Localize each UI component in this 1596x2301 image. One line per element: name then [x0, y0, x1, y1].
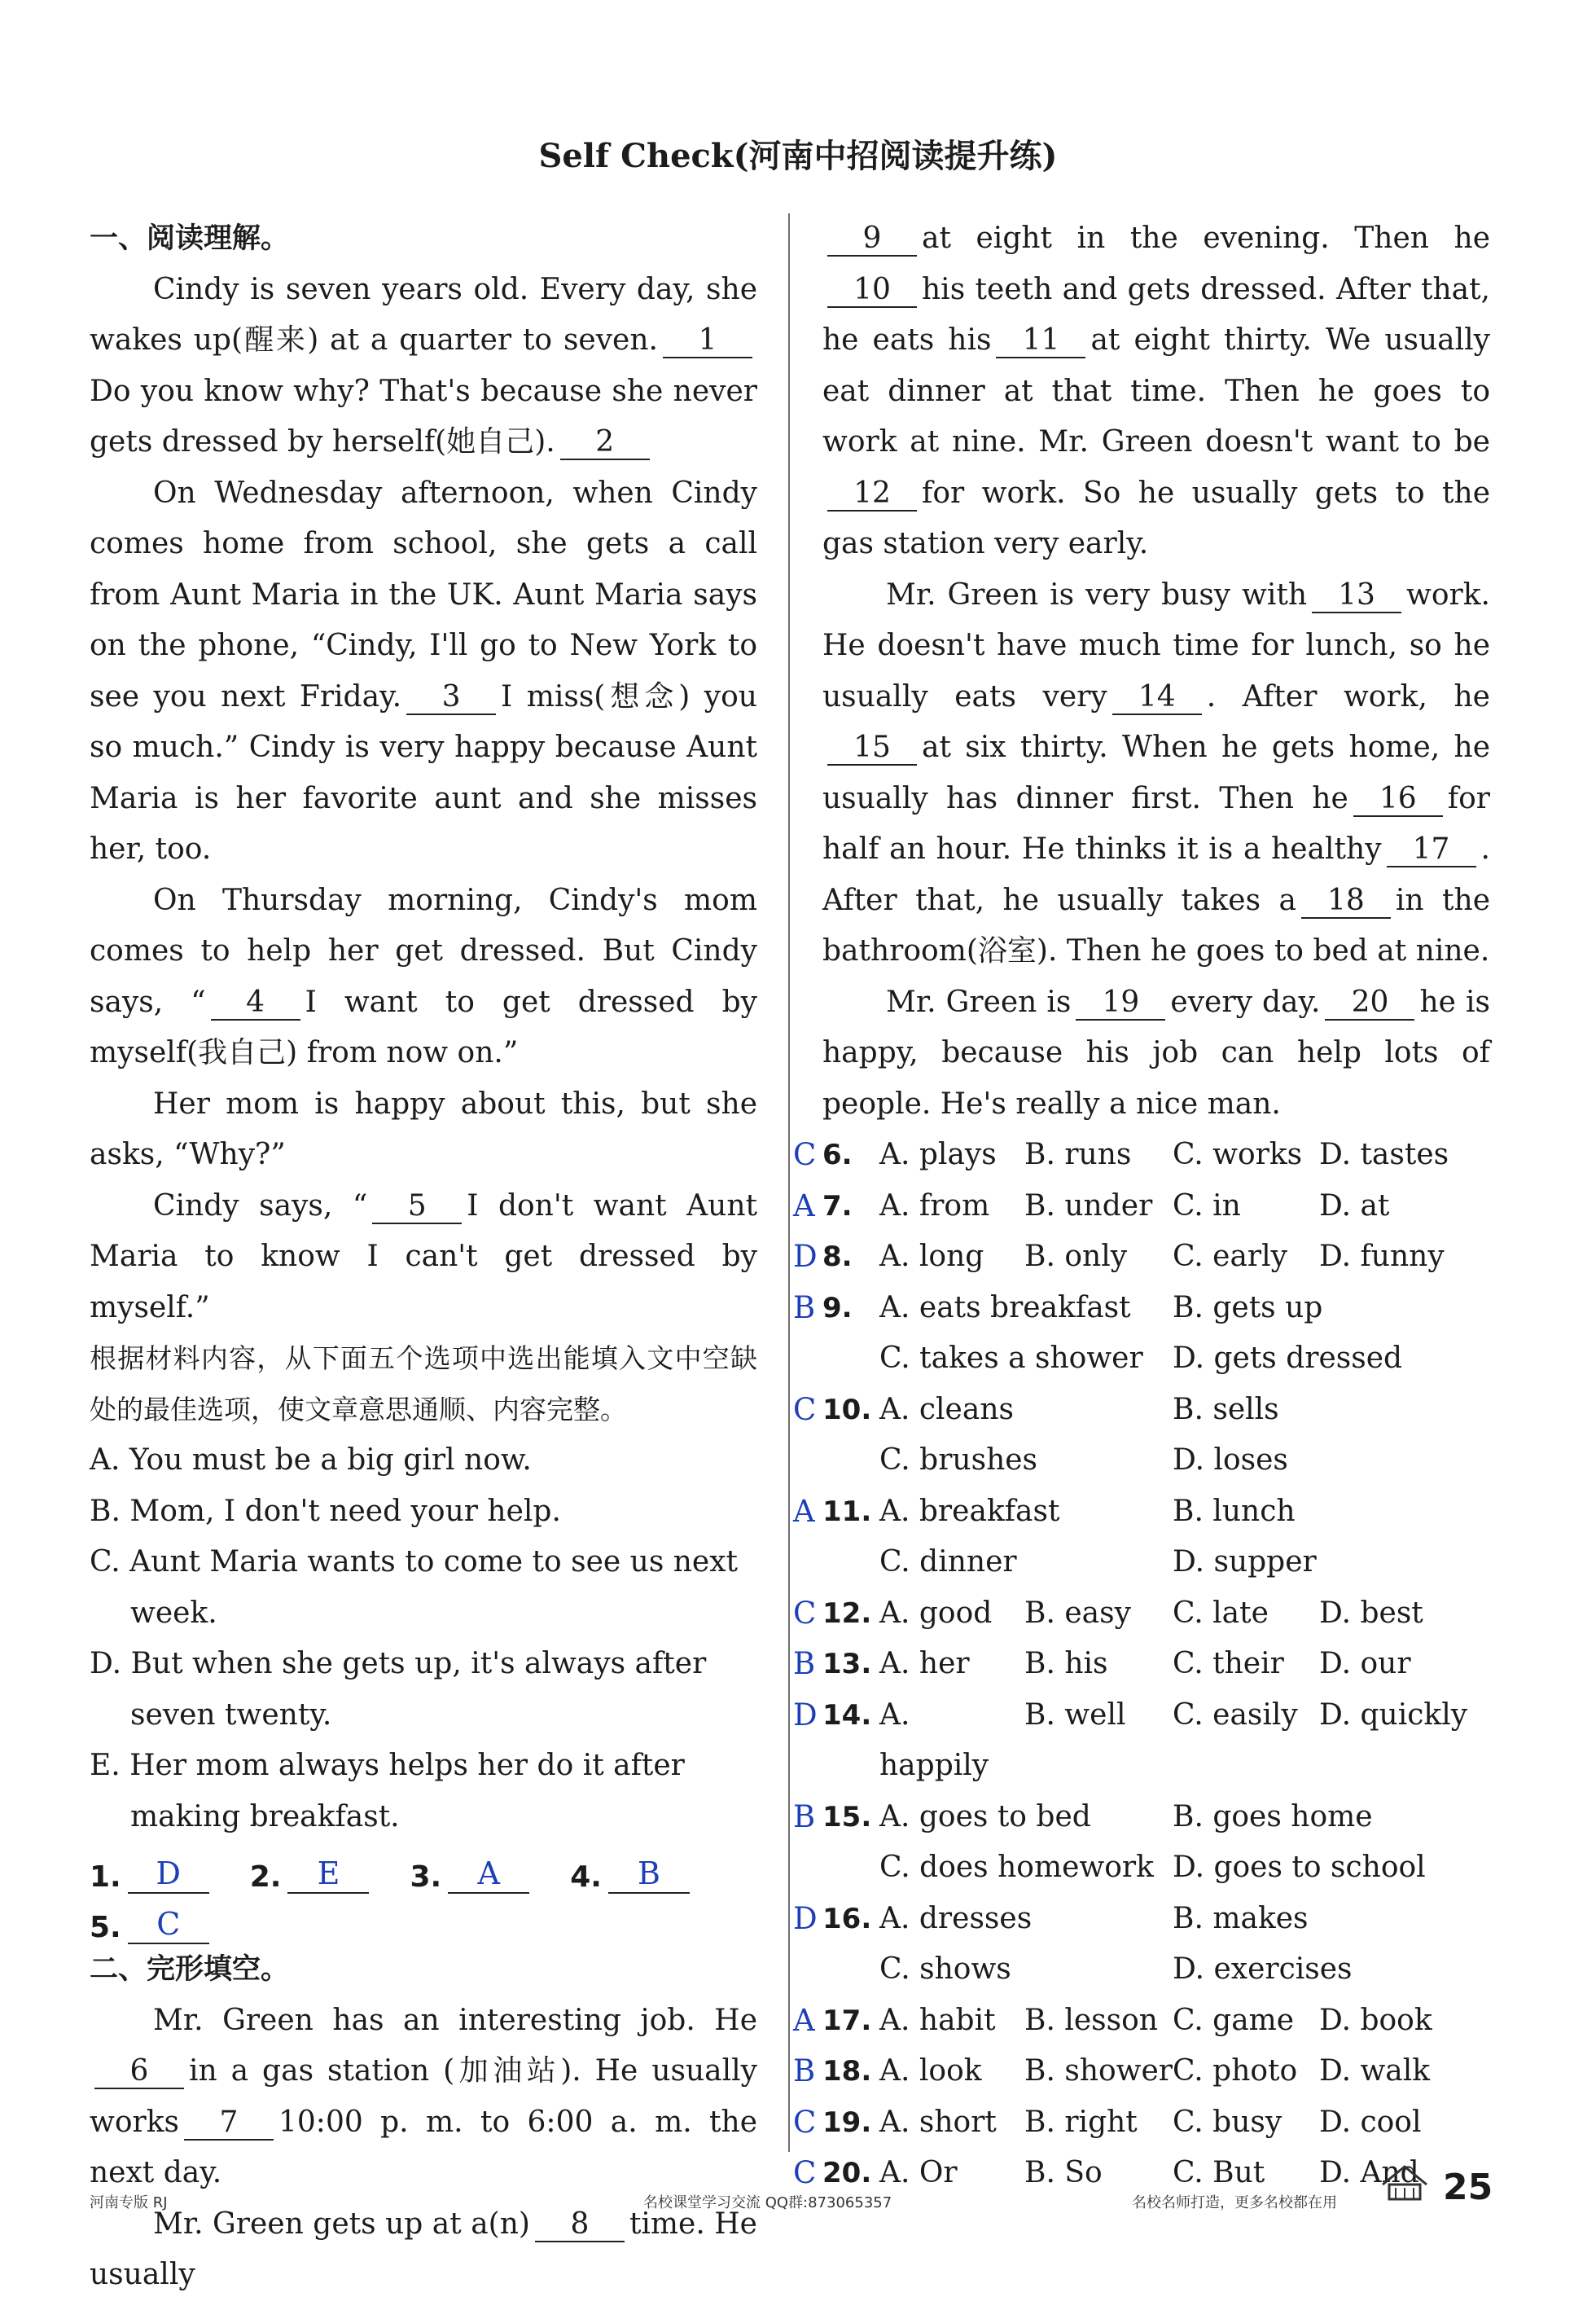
choice-option[interactable]: C. game	[1173, 2003, 1295, 2037]
answer-mark: B	[793, 1798, 816, 1834]
question-number: 19.	[822, 2106, 872, 2139]
blank-6: 6	[94, 2055, 184, 2089]
question-number: 15.	[822, 1800, 872, 1833]
choice-option[interactable]: C. But	[1173, 2156, 1265, 2189]
answer-field-2[interactable]: E	[287, 1855, 369, 1894]
choice-option[interactable]: D. quickly	[1319, 1697, 1468, 1732]
option-b: B. Mom, I don't need your help.	[90, 1494, 561, 1528]
cloze-paragraph-4: Mr. Green is 19 every day. 20 he is happy, because his job can help lots of people. He's really a nice man.	[822, 985, 1490, 1121]
choice-option[interactable]: C. early	[1173, 1240, 1287, 1273]
choice-option[interactable]: B. makes	[1173, 1901, 1309, 1935]
answer-mark: C	[793, 1391, 817, 1427]
question-row	[793, 1894, 1490, 1945]
blank-10: 10	[827, 274, 917, 308]
choice-option[interactable]: B. under	[1024, 1188, 1153, 1223]
choice-option[interactable]: D. supper	[1173, 1545, 1317, 1579]
answer-row-1: 1. D 2. E 3. A 4. B	[90, 1842, 757, 1894]
choice-option[interactable]: A. cleans	[879, 1392, 1014, 1426]
choice-option[interactable]: C. works	[1173, 1138, 1303, 1171]
question-row	[793, 1690, 1490, 1792]
blank-1: 1	[663, 324, 752, 358]
choice-option[interactable]: A. Or	[879, 2156, 958, 2189]
column-divider	[788, 213, 790, 2152]
blank-17: 17	[1387, 833, 1476, 867]
choice-option[interactable]: B. lesson	[1024, 2003, 1158, 2037]
answer-row-2: 5. C	[90, 1894, 757, 1945]
answer-mark: D	[793, 1697, 818, 1732]
option-e: E. Her mom always helps her do it after making breakfast.	[90, 1749, 685, 1833]
page-number: 25	[1443, 2167, 1493, 2208]
blank-3: 3	[406, 681, 496, 715]
choice-option[interactable]: A. short	[879, 2105, 997, 2139]
blank-4: 4	[211, 986, 300, 1021]
choice-option[interactable]: C. their	[1173, 1647, 1284, 1680]
question-number: 18.	[822, 2055, 872, 2088]
blank-9: 9	[827, 222, 917, 257]
answer-mark: B	[793, 1646, 816, 1681]
question-row	[793, 1181, 1490, 1232]
question-row	[793, 1486, 1490, 1538]
choice-option[interactable]: A. her	[879, 1647, 970, 1680]
blank-16: 16	[1353, 783, 1443, 817]
question-row	[793, 2097, 1490, 2149]
blank-20: 20	[1325, 986, 1414, 1021]
choice-option[interactable]: B. sells	[1173, 1392, 1279, 1426]
cloze-paragraph-2-start: Mr. Green gets up at a(n) 8 time. He usually	[90, 2207, 757, 2291]
choice-option[interactable]: C. shows	[879, 1952, 1011, 1986]
question-row	[793, 1130, 1490, 1181]
choice-option[interactable]: D. tastes	[1319, 1138, 1449, 1171]
blank-12: 12	[827, 477, 917, 512]
question-row-continued	[822, 1435, 1490, 1486]
blank-5: 5	[372, 1190, 462, 1224]
question-number: 16.	[822, 1902, 872, 1935]
page-title: Self Check(河南中招阅读提升练)	[538, 137, 1058, 175]
right-column	[793, 213, 1490, 2199]
passage-paragraph-1: Cindy is seven years old. Every day, she wakes up(醒来) at a quarter to seven. 1Do you know why? That's because she never gets dressed by herself(她自己). 2	[90, 272, 757, 459]
choice-option[interactable]: A. breakfast	[879, 1494, 1060, 1528]
choice-option[interactable]: D. at	[1319, 1188, 1390, 1223]
question-number: 6.	[822, 1139, 853, 1171]
choice-option[interactable]: C. busy	[1173, 2105, 1282, 2139]
choice-option[interactable]: A. eats breakfast	[879, 1290, 1131, 1324]
publisher-logo-icon	[1379, 2160, 1430, 2206]
question-list	[793, 1130, 1490, 2199]
question-number: 7.	[822, 1189, 853, 1223]
answer-field-3[interactable]: A	[448, 1855, 529, 1894]
choice-option[interactable]: C. does homework	[879, 1851, 1154, 1884]
choice-option[interactable]: B. So	[1024, 2156, 1103, 2189]
choice-option[interactable]: B. runs	[1024, 1138, 1132, 1171]
cloze-paragraph-3: Mr. Green is very busy with 13 work. He doesn't have much time for lunch, so he usually eats very 14 . After work, he15 at six thirty. When he gets home, he usually has dinner first. Then he 16 for half an hour. He thinks it is a healthy 17 . After that, he usually takes a 18 in the bathroom(浴室). Then he goes to bed at nine.	[822, 577, 1490, 968]
answer-mark: C	[793, 2104, 817, 2140]
blank-2: 2	[560, 426, 650, 460]
question-number: 9.	[822, 1291, 853, 1324]
choice-option[interactable]: D. best	[1319, 1596, 1423, 1630]
blank-7: 7	[184, 2106, 274, 2141]
choice-option[interactable]: C. photo	[1173, 2054, 1298, 2088]
question-number: 12.	[822, 1596, 872, 1630]
instruction-text: 根据材料内容，从下面五个选项中选出能填入文中空缺处的最佳选项，使文章意思通顺、内容完整。	[90, 1342, 757, 1425]
answer-mark: D	[793, 1239, 818, 1274]
choice-option[interactable]: C. takes a shower	[879, 1342, 1143, 1375]
choice-option[interactable]: A. dresses	[879, 1901, 1033, 1935]
blank-11: 11	[996, 324, 1085, 358]
section2-heading: 二、完形填空。	[90, 1953, 290, 1986]
choice-option[interactable]: B. easy	[1024, 1596, 1131, 1630]
footer-slogan: 名校名师打造，更多名校都在用	[1132, 2194, 1337, 2211]
choice-option[interactable]: A. look	[879, 2054, 982, 2088]
choice-option[interactable]: D. walk	[1319, 2054, 1431, 2088]
choice-option[interactable]: D. gets dressed	[1173, 1342, 1403, 1375]
footer-qq-group: 名校课堂学习交流 QQ群:873065357	[643, 2194, 892, 2211]
cloze-paragraph-1: Mr. Green has an interesting job. He6 in a gas station (加油站). He usually works 7 10:00 p. m. to 6:00 a. m. the next day.	[90, 2003, 757, 2189]
choice-option[interactable]: A. happily	[879, 1697, 989, 1782]
question-number: 17.	[822, 2004, 872, 2037]
choice-option[interactable]: A. good	[879, 1596, 993, 1630]
question-row	[793, 1639, 1490, 1690]
blank-14: 14	[1112, 681, 1202, 715]
choice-option[interactable]: A. long	[879, 1240, 984, 1273]
choice-option[interactable]: A. from	[879, 1188, 990, 1223]
choice-option[interactable]: D. cool	[1319, 2105, 1422, 2139]
question-row	[793, 1283, 1490, 1334]
choice-option[interactable]: A. plays	[879, 1138, 997, 1171]
question-number: 10.	[822, 1393, 872, 1426]
answer-mark: A	[793, 1493, 815, 1529]
answer-mark: D	[793, 1900, 818, 1936]
choice-option[interactable]: B. gets up	[1173, 1290, 1323, 1324]
question-row	[793, 1996, 1490, 2047]
choice-option[interactable]: C. in	[1173, 1188, 1241, 1223]
cloze-paragraph-2-cont: 9 at eight in the evening. Then he10 his teeth and gets dressed. After that, he eats his 11 at eight thirty. We usually eat dinner at that time. Then he goes to work at nine. Mr. Green doesn't want to be12 for work. So he usually gets to the gas station very early.	[822, 222, 1490, 560]
choice-option[interactable]: B. well	[1024, 1697, 1126, 1732]
answer-field-1[interactable]: D	[128, 1855, 209, 1894]
choice-option[interactable]: D. our	[1319, 1647, 1411, 1680]
question-number: 14.	[822, 1698, 872, 1732]
blank-8: 8	[535, 2208, 625, 2242]
question-row	[793, 1385, 1490, 1436]
answer-mark: A	[793, 1188, 815, 1223]
blank-19: 19	[1076, 986, 1165, 1021]
left-column	[90, 213, 757, 2301]
option-a: A. You must be a big girl now.	[90, 1443, 532, 1477]
blank-18: 18	[1301, 885, 1391, 919]
question-row	[793, 1792, 1490, 1843]
choice-option[interactable]: D. And	[1319, 2156, 1419, 2189]
blank-13: 13	[1312, 579, 1401, 613]
option-c: C. Aunt Maria wants to come to see us next week.	[90, 1545, 739, 1630]
question-row-continued	[822, 1333, 1490, 1385]
question-row	[793, 1232, 1490, 1283]
answer-field-5[interactable]: C	[128, 1905, 209, 1944]
answer-mark: C	[793, 2155, 817, 2190]
choice-option[interactable]: C. brushes	[879, 1443, 1038, 1477]
answer-mark: C	[793, 1137, 817, 1172]
answer-mark: B	[793, 1289, 816, 1325]
choice-option[interactable]: A. goes to bed	[879, 1799, 1091, 1833]
passage-paragraph-2: On Wednesday afternoon, when Cindy comes home from school, she gets a call from Aunt Maria in the UK. Aunt Maria says on the phone, “Cindy, I'll go to New York to see you next Friday. 3 I miss(想念) you so much.” Cindy is very happy because Aunt Maria is her favorite aunt and she misses her, too.	[90, 476, 757, 866]
choice-option[interactable]: D. goes to school	[1173, 1851, 1426, 1884]
answer-mark: A	[793, 2002, 815, 2038]
choice-option[interactable]: B. right	[1024, 2105, 1138, 2139]
section1-heading: 一、阅读理解。	[90, 222, 290, 255]
choice-option[interactable]: B. goes home	[1173, 1799, 1373, 1833]
footer-edition: 河南专版 RJ	[90, 2194, 168, 2211]
choice-option[interactable]: B. lunch	[1173, 1494, 1296, 1528]
choice-option[interactable]: B. shower	[1024, 2054, 1173, 2088]
answer-mark: C	[793, 1595, 817, 1631]
choice-option[interactable]: B. only	[1024, 1240, 1128, 1273]
choice-option[interactable]: A. habit	[879, 2003, 996, 2037]
question-number: 11.	[822, 1495, 872, 1528]
passage-paragraph-4: Her mom is happy about this, but she asks, “Why?”	[90, 1087, 757, 1171]
answer-field-4[interactable]: B	[608, 1855, 690, 1894]
choice-option[interactable]: D. exercises	[1173, 1952, 1353, 1986]
passage-paragraph-3: On Thursday morning, Cindy's mom comes to help her get dressed. But Cindy says, “ 4 I want to get dressed by myself(我自己) from now on.”	[90, 883, 757, 1069]
question-row-continued	[822, 1842, 1490, 1894]
choice-option[interactable]: C. easily	[1173, 1697, 1298, 1732]
question-row	[793, 1588, 1490, 1640]
choice-option[interactable]: D. loses	[1173, 1443, 1288, 1477]
choice-option[interactable]: C. dinner	[879, 1545, 1017, 1579]
question-row	[793, 2046, 1490, 2097]
passage-paragraph-5: Cindy says, “ 5 I don't want Aunt Maria to know I can't get dressed by myself.”	[90, 1188, 757, 1324]
blank-15: 15	[827, 731, 917, 766]
question-number: 13.	[822, 1648, 872, 1680]
question-row-continued	[822, 1537, 1490, 1588]
choice-option[interactable]: D. book	[1319, 2003, 1432, 2037]
question-number: 20.	[822, 2157, 872, 2189]
choice-option[interactable]: C. late	[1173, 1596, 1269, 1630]
choice-option[interactable]: B. his	[1024, 1647, 1108, 1680]
question-row-continued	[822, 1944, 1490, 1996]
answer-mark: B	[793, 2053, 816, 2088]
choice-option[interactable]: D. funny	[1319, 1240, 1445, 1273]
option-d: D. But when she gets up, it's always after seven twenty.	[90, 1647, 707, 1732]
question-number: 8.	[822, 1241, 853, 1273]
